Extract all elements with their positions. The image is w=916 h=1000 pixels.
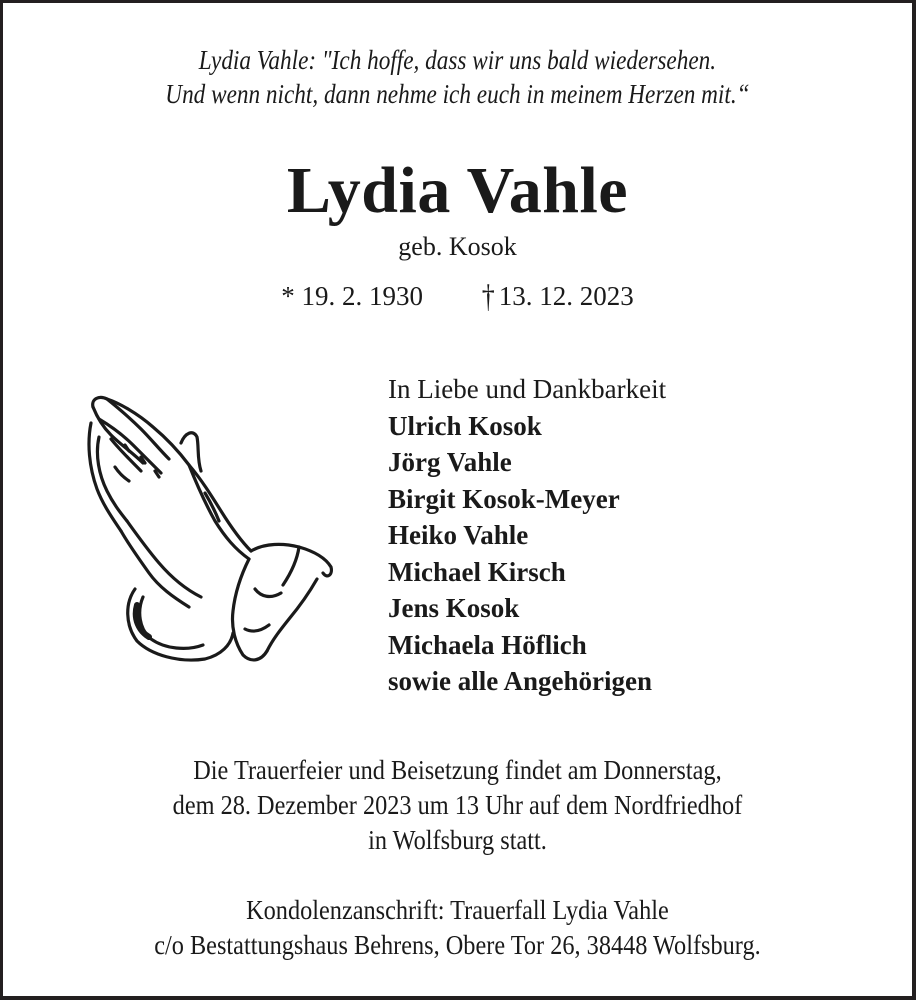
mourner-name: Jörg Vahle [388, 447, 512, 477]
ceremony-details [48, 753, 866, 858]
mourners-closing: sowie alle Angehörigen [388, 666, 652, 696]
deceased-name: Lydia Vahle [286, 154, 629, 227]
maiden-name: geb. Kosok [398, 232, 517, 261]
condolence-address [48, 893, 866, 963]
praying-hands-icon [85, 393, 337, 673]
birth-date-group [281, 279, 423, 313]
quote-line-1: Lydia Vahle: "Ich hoffe, dass wir uns bald wiedersehen. [198, 45, 717, 75]
ceremony-line-1: Die Trauerfeier und Beisetzung findet am Donnerstag, [193, 755, 722, 785]
birth-star-icon: * [281, 281, 295, 311]
death-date-group [482, 279, 634, 314]
mourners-list [388, 371, 666, 700]
mourner-name: Birgit Kosok-Meyer [388, 483, 620, 514]
life-dates [3, 279, 912, 314]
mourner-name: Michael Kirsch [388, 556, 566, 587]
dagger-cross-icon: † [481, 278, 495, 315]
mourner-name: Michaela Höflich [388, 629, 587, 660]
birth-date: 19. 2. 1930 [301, 281, 423, 311]
ceremony-line-3: in Wolfsburg statt. [368, 825, 547, 855]
mourner-name: Ulrich Kosok [388, 410, 542, 441]
mourner-name: Jens Kosok [388, 593, 520, 623]
death-date: 13. 12. 2023 [498, 281, 634, 311]
ceremony-line-2: dem 28. Dezember 2023 um 13 Uhr auf dem Nordfriedhof [172, 790, 743, 820]
condolence-line-1: Kondolenzanschrift: Trauerfall Lydia Vahle [246, 895, 669, 925]
condolence-line-2: c/o Bestattungshaus Behrens, Obere Tor 26, 38448 Wolfsburg. [154, 930, 761, 960]
quote-line-2: Und wenn nicht, dann nehme ich euch in meinem Herzen mit.“ [165, 79, 750, 109]
mourners-intro: In Liebe und Dankbarkeit [388, 374, 667, 404]
memorial-quote [67, 43, 849, 111]
mourner-name: Heiko Vahle [388, 520, 529, 550]
